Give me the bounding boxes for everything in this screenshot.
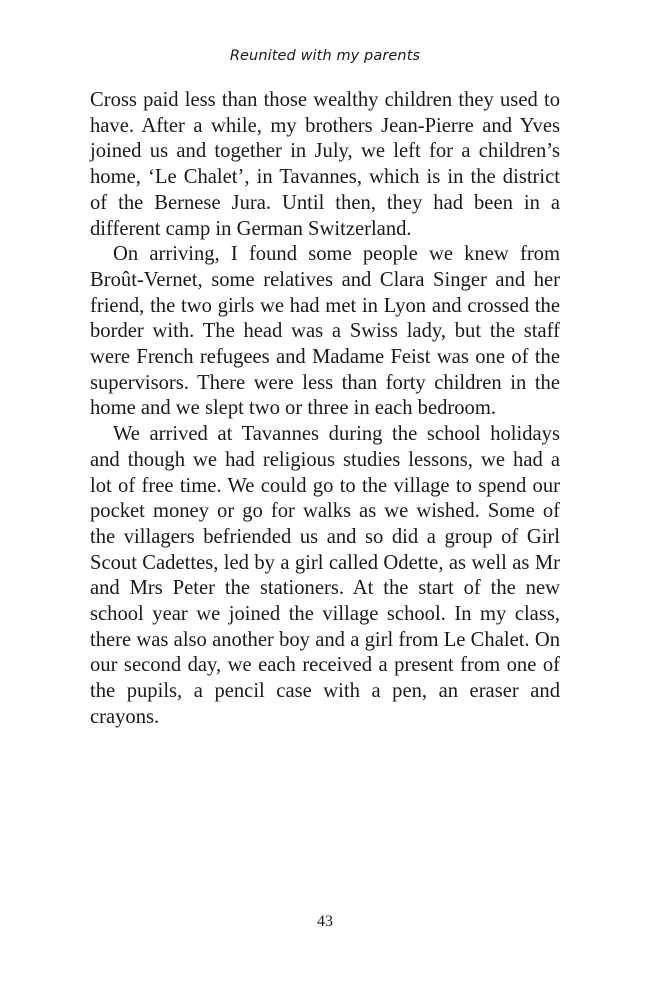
- running-head: Reunited with my parents: [229, 48, 421, 64]
- paragraph-1: Cross paid less than those wealthy children they used to have. After a while, my brothers Jean-Pierre and Yves joined us and together in July, we left for a children’s home, ‘Le Chalet’, in Tavannes, which is in the district of the Bernese Jura. Until then, they had been in a different camp in German Switzerland.: [90, 89, 560, 240]
- page-number: 43: [317, 913, 333, 930]
- body-text: [90, 88, 560, 731]
- paragraph-2: On arriving, I found some people we knew from Broût-Vernet, some relatives and Clara Singer and her friend, the two girls we had met in Lyon and crossed the border with. The head was a Swiss lady, but the staff were French refugees and Madame Feist was one of the supervisors. There were less than forty children in the home and we slept two or three in each bedroom.: [90, 243, 560, 420]
- paragraph-3: We arrived at Tavannes during the school holidays and though we had religious studies lessons, we had a lot of free time. We could go to the village to spend our pocket money or go for walks as we wished. Some of the villagers befriended us and so did a group of Girl Scout Cadettes, led by a girl called Odette, as well as Mr and Mrs Peter the stationers. At the start of the new school year we joined the village school. In my class, there was also another boy and a girl from Le Chalet. On our second day, we each received a present from one of the pupils, a pencil case with a pen, an eraser and crayons.: [90, 423, 560, 728]
